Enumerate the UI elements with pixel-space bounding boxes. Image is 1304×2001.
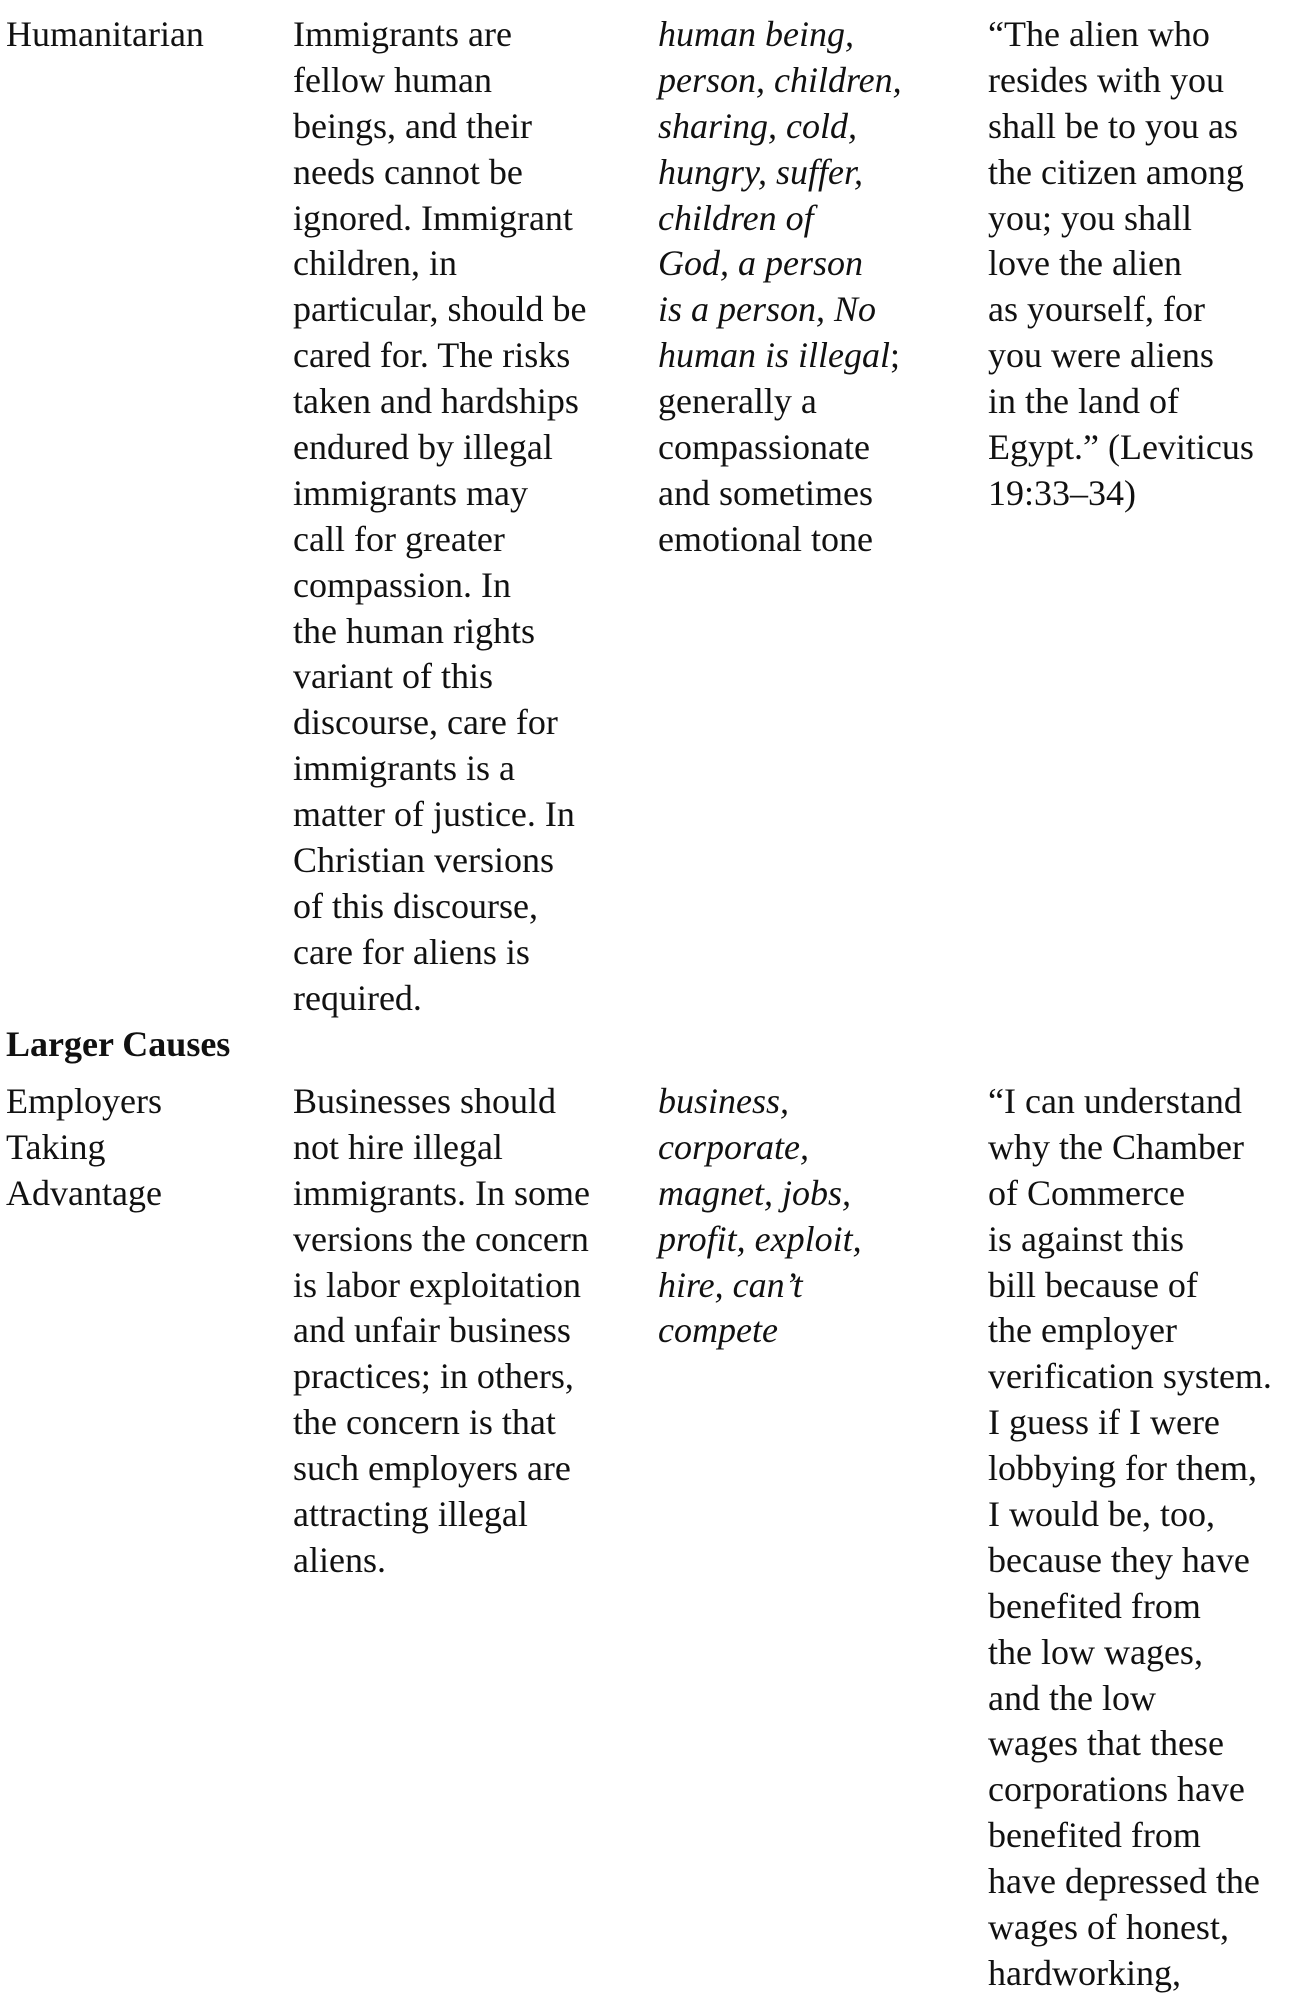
example-line: I guess if I were — [988, 1402, 1220, 1443]
example-line: the citizen among — [988, 151, 1244, 192]
example-line: benefited from — [988, 1585, 1201, 1626]
example-line: resides with you — [988, 59, 1224, 100]
keywords-cell — [658, 1079, 862, 1354]
description-line: and unfair business — [293, 1310, 571, 1351]
description-line: variant of this — [293, 656, 493, 697]
description-line: attracting illegal — [293, 1494, 528, 1535]
example-line: love the alien — [988, 243, 1182, 284]
example-line: verification system. — [988, 1356, 1272, 1397]
description-line: the human rights — [293, 610, 535, 651]
keywords-italic-fragment: human is illegal — [658, 335, 890, 376]
theme-cell — [6, 12, 204, 58]
example-line: hardworking, — [988, 1952, 1181, 1993]
description-line: such employers are — [293, 1448, 571, 1489]
example-line: wages of honest, — [988, 1907, 1229, 1948]
keywords-line: hire, can’t — [658, 1264, 803, 1305]
example-line: lobbying for them, — [988, 1448, 1257, 1489]
description-line: is labor exploitation — [293, 1264, 581, 1305]
description-line: required. — [293, 977, 422, 1018]
theme-line: Humanitarian — [6, 14, 204, 54]
description-line: fellow human — [293, 59, 492, 100]
description-line: versions the concern — [293, 1218, 589, 1259]
description-line: needs cannot be — [293, 151, 523, 192]
example-line: the low wages, — [988, 1631, 1203, 1672]
example-line: have depressed the — [988, 1861, 1260, 1902]
example-cell — [988, 12, 1254, 517]
description-line: immigrants is a — [293, 748, 515, 789]
keywords-line: emotional tone — [658, 518, 873, 559]
example-line: is against this — [988, 1218, 1184, 1259]
keywords-line: compete — [658, 1310, 778, 1351]
keywords-line: magnet, jobs, — [658, 1172, 851, 1213]
keywords-line: corporate, — [658, 1126, 809, 1167]
description-line: children, in — [293, 243, 457, 284]
keywords-line: hungry, suffer, — [658, 151, 864, 192]
description-line: matter of justice. In — [293, 794, 575, 835]
section-heading: Larger Causes — [6, 1024, 231, 1064]
description-line: discourse, care for — [293, 702, 558, 743]
keywords-line — [658, 333, 902, 379]
theme-line: Taking — [6, 1126, 106, 1167]
keywords-line: profit, exploit, — [658, 1218, 862, 1259]
description-line: cared for. The risks — [293, 335, 571, 376]
keywords-line: children of — [658, 197, 814, 238]
example-line: corporations have — [988, 1769, 1245, 1810]
example-line: why the Chamber — [988, 1126, 1244, 1167]
example-line: because they have — [988, 1539, 1250, 1580]
keywords-line: sharing, cold, — [658, 105, 858, 146]
theme-line: Advantage — [6, 1172, 162, 1213]
keywords-line: and sometimes — [658, 472, 873, 513]
description-line: beings, and their — [293, 105, 532, 146]
description-line: aliens. — [293, 1539, 386, 1580]
theme-cell — [6, 1079, 162, 1217]
example-line: you; you shall — [988, 197, 1192, 238]
example-line: the employer — [988, 1310, 1177, 1351]
description-line: Businesses should — [293, 1081, 557, 1121]
description-line: Immigrants are — [293, 14, 512, 54]
description-line: the concern is that — [293, 1402, 556, 1443]
example-line: shall be to you as — [988, 105, 1238, 146]
description-cell — [293, 12, 586, 1022]
keywords-line: business, — [658, 1081, 790, 1121]
example-line: I would be, too, — [988, 1494, 1215, 1535]
description-line: compassion. In — [293, 564, 511, 605]
example-cell — [988, 1079, 1272, 1997]
description-line: Christian versions — [293, 840, 554, 881]
theme-line: Employers — [6, 1081, 162, 1121]
description-line: immigrants may — [293, 472, 528, 513]
keywords-line: human being, — [658, 14, 854, 54]
example-line: as yourself, for — [988, 289, 1205, 330]
example-line: of Commerce — [988, 1172, 1185, 1213]
keywords-line: is a person, No — [658, 289, 877, 330]
description-line: not hire illegal — [293, 1126, 503, 1167]
example-line: bill because of — [988, 1264, 1198, 1305]
keywords-line: compassionate — [658, 427, 870, 468]
description-line: of this discourse, — [293, 885, 538, 926]
description-line: practices; in others, — [293, 1356, 574, 1397]
example-line: and the low — [988, 1677, 1156, 1718]
keywords-line: person, children, — [658, 59, 902, 100]
description-line: endured by illegal — [293, 427, 553, 468]
description-line: particular, should be — [293, 289, 587, 330]
example-line: “The alien who — [988, 14, 1210, 54]
description-cell — [293, 1079, 590, 1584]
example-line: wages that these — [988, 1723, 1224, 1764]
description-line: taken and hardships — [293, 381, 579, 422]
keywords-cell — [658, 12, 902, 563]
keywords-line: generally a — [658, 381, 817, 422]
example-line: you were aliens — [988, 335, 1214, 376]
example-line: “I can understand — [988, 1081, 1242, 1121]
keywords-line: God, a person — [658, 243, 863, 284]
description-line: call for greater — [293, 518, 505, 559]
description-line: care for aliens is — [293, 931, 530, 972]
description-line: ignored. Immigrant — [293, 197, 573, 238]
description-line: immigrants. In some — [293, 1172, 590, 1213]
keywords-plain-fragment: ; — [890, 335, 901, 376]
example-line: 19:33–34) — [988, 472, 1136, 513]
example-line: Egypt.” (Leviticus — [988, 427, 1254, 468]
example-line: benefited from — [988, 1815, 1201, 1856]
example-line: in the land of — [988, 381, 1179, 422]
